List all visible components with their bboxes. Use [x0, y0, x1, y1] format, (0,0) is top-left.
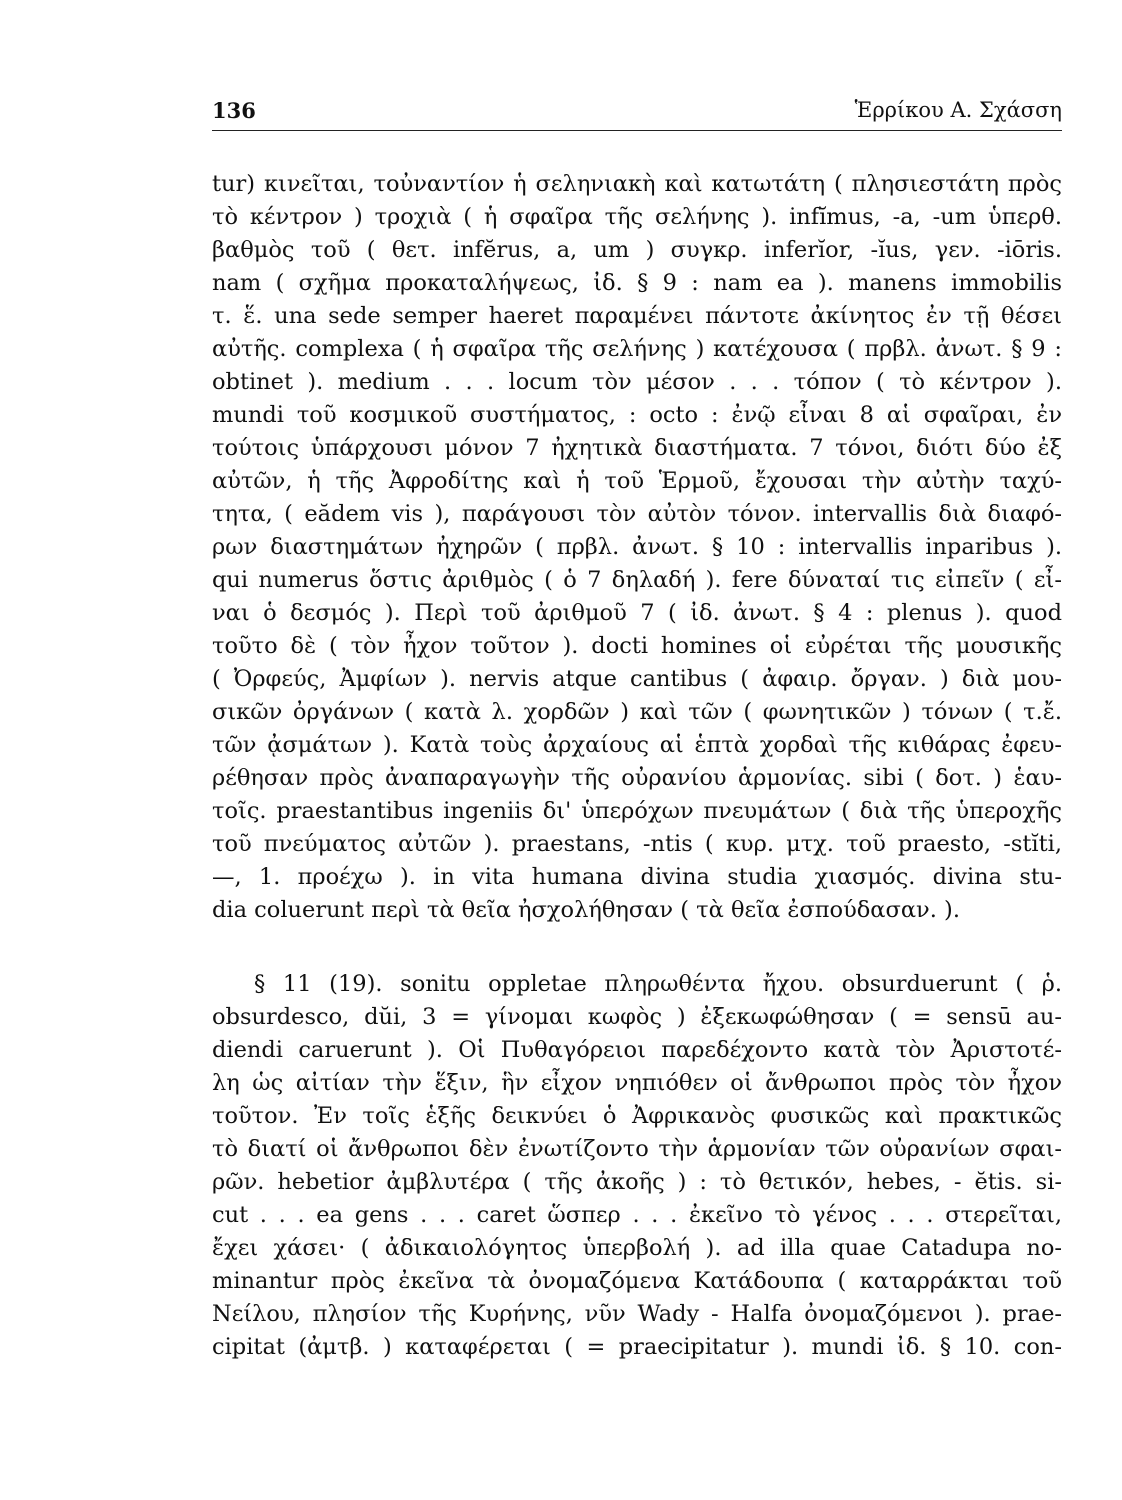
text-line: αὐτῶν, ἡ τῆς Ἀφροδίτης καὶ ἡ τοῦ Ἑρμοῦ, ἔχουσαι τὴν αὐτὴν ταχύ- — [212, 468, 1062, 494]
text-line: qui numerus ὅστις ἀριθμὸς ( ὁ 7 δηλαδή ). fere δύναταί τις εἰπεῖν ( εἶ- — [212, 567, 1062, 593]
text-line: ρέθησαν πρὸς ἀναπαραγωγὴν τῆς οὐρανίου ἁρμονίας. sibi ( δοτ. ) ἑαυ- — [212, 765, 1062, 791]
text-line: τοῦτο δὲ ( τὸν ἦχον τοῦτον ). docti homines οἱ εὐρέται τῆς μουσικῆς — [212, 633, 1062, 659]
text-line: diendi caruerunt ). Οἱ Πυθαγόρειοι παρεδέχοντο κατὰ τὸν Ἀριστοτέ- — [212, 1037, 1062, 1063]
text-line: τοῦ πνεύματος αὐτῶν ). praestans, -ntis ( κυρ. μτχ. τοῦ praesto, -stĭti, — [212, 831, 1062, 857]
text-line: dia coluerunt περὶ τὰ θεῖα ἠσχολήθησαν ( τὰ θεῖα ἐσπούδασαν. ). — [212, 897, 960, 923]
text-line: τὸ διατί οἱ ἄνθρωποι δὲν ἐνωτίζοντο τὴν ἁρμονίαν τῶν οὐρανίων σφαι- — [212, 1136, 1062, 1162]
text-line: σικῶν ὀργάνων ( κατὰ λ. χορδῶν ) καὶ τῶν ( φωνητικῶν ) τόνων ( τ.ἔ. — [212, 699, 1062, 725]
text-line: —, 1. προέχω ). in vita humana divina studia χιασμός. divina stu- — [212, 864, 1062, 890]
text-line: § 11 (19). sonitu oppletae πληρωθέντα ἤχου. obsurduerunt ( ῥ. — [254, 971, 1062, 997]
text-line: ρων διαστημάτων ἠχηρῶν ( πρβλ. ἀνωτ. § 10 : intervallis inparibus ). — [212, 534, 1062, 560]
text-line: ἔχει χάσει· ( ἀδικαιολόγητος ὑπερβολή ). ad illa quae Catadupa no- — [212, 1235, 1062, 1261]
text-line: tur) κινεῖται, τοὐναντίον ἡ σεληνιακὴ καὶ κατωτάτη ( πλησιεστάτη πρὸς — [212, 171, 1062, 197]
text-line: obtinet ). medium . . . locum τὸν μέσον . . . τόπον ( τὸ κέντρον ). — [212, 369, 1062, 395]
text-line: τὸ κέντρον ) τροχιὰ ( ἡ σφαῖρα τῆς σελήνης ). infĭmus, -a, -um ὑπερθ. — [212, 204, 1062, 230]
text-line: τ. ἕ. una sede semper haeret παραμένει πάντοτε ἀκίνητος ἐν τῇ θέσει — [212, 303, 1062, 329]
text-line: λη ὡς αἰτίαν τὴν ἕξιν, ἣν εἶχον νηπιόθεν οἱ ἄνθρωποι πρὸς τὸν ἦχον — [212, 1070, 1062, 1096]
text-line: τοῖς. praestantibus ingeniis δι' ὑπερόχων πνευμάτων ( διὰ τῆς ὑπεροχῆς — [212, 798, 1062, 824]
page-number: 136 — [212, 98, 256, 123]
text-line: αὐτῆς. complexa ( ἡ σφαῖρα τῆς σελήνης ) κατέχουσα ( πρβλ. ἀνωτ. § 9 : — [212, 336, 1062, 362]
text-line: τῶν ᾀσμάτων ). Κατὰ τοὺς ἀρχαίους αἱ ἑπτὰ χορδαὶ τῆς κιθάρας ἐφευ- — [212, 732, 1062, 758]
running-title: Ἑρρίκου Α. Σχάσση — [854, 98, 1062, 122]
text-line: cipitat (ἀμτβ. ) καταφέρεται ( = praecipitatur ). mundi ἰδ. § 10. con- — [212, 1334, 1062, 1360]
text-line: obsurdesco, dŭi, 3 = γίνομαι κωφὸς ) ἐξεκωφώθησαν ( = sensū au- — [212, 1004, 1062, 1030]
text-line: cut . . . ea gens . . . caret ὥσπερ . . . ἐκεῖνο τὸ γένος . . . στερεῖται, — [212, 1202, 1062, 1228]
text-line: nam ( σχῆμα προκαταλήψεως, ἰδ. § 9 : nam ea ). manens immobilis — [212, 270, 1062, 296]
text-line: τοῦτον. Ἐν τοῖς ἑξῆς δεικνύει ὁ Ἀφρικανὸς φυσικῶς καὶ πρακτικῶς — [212, 1103, 1062, 1129]
page-header — [212, 98, 1062, 128]
header-rule — [212, 130, 1062, 131]
text-line: ρῶν. hebetior ἀμβλυτέρα ( τῆς ἀκοῆς ) : τὸ θετικόν, hebes, - ĕtis. si- — [212, 1169, 1062, 1195]
text-line: τητα, ( eădem vis ), παράγουσι τὸν αὐτὸν τόνον. intervallis διὰ διαφό- — [212, 501, 1062, 527]
text-line: Νείλου, πλησίον τῆς Κυρήνης, νῦν Wady - Halfa ὀνομαζόμενοι ). prae- — [212, 1301, 1062, 1327]
text-line: τούτοις ὑπάρχουσι μόνον 7 ἠχητικὰ διαστήματα. 7 τόνοι, διότι δύο ἐξ — [212, 435, 1062, 461]
text-line: βαθμὸς τοῦ ( θετ. infĕrus, a, um ) συγκρ. inferĭor, -ĭus, γεν. -iōris. — [212, 237, 1062, 263]
text-line: ( Ὀρφεύς, Ἀμφίων ). nervis atque cantibus ( ἀφαιρ. ὄργαν. ) διὰ μου- — [212, 666, 1062, 692]
text-line: mundi τοῦ κοσμικοῦ συστήματος, : octo : ἐνῷ εἶναι 8 αἱ σφαῖραι, ἐν — [212, 402, 1062, 428]
text-line: minantur πρὸς ἐκεῖνα τὰ ὀνομαζόμενα Κατάδουπα ( καταρράκται τοῦ — [212, 1268, 1062, 1294]
text-line: ναι ὁ δεσμός ). Περὶ τοῦ ἀριθμοῦ 7 ( ἰδ. ἀνωτ. § 4 : plenus ). quod — [212, 600, 1062, 626]
